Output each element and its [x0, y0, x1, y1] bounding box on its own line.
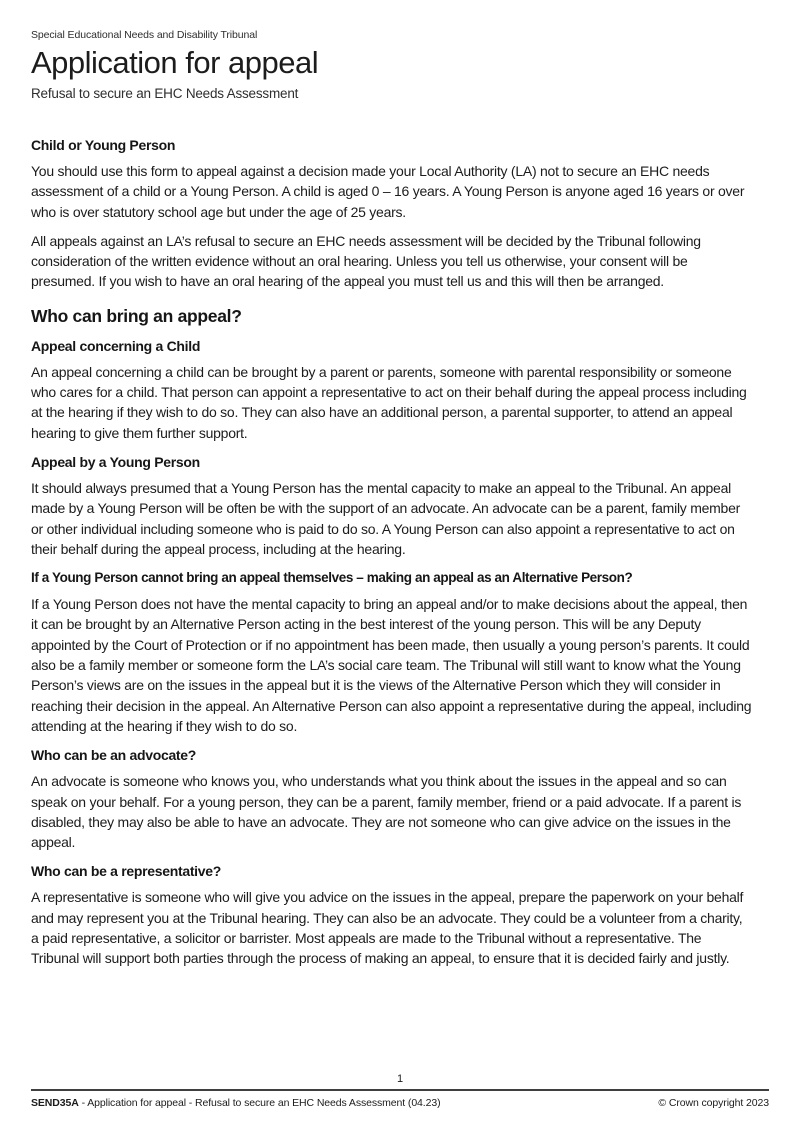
- heading-appeal-concerning-child: Appeal concerning a Child: [31, 337, 201, 354]
- paragraph-who-can-be-representative: A representative is someone who will give you advice on the issues in the appeal, prepare the paperwork on your behalf and may represent you at the Tribunal hearing. They can also be an advocate. They could be a volunteer from a charity, a paid representative, a solicitor or barrister. Most appeals are made to the Tribunal without a representative. The Tribunal will support both parties through the process of making an appeal, to ensure that it is decided fairly and justly.: [31, 889, 744, 967]
- form-title-text: - Application for appeal - Refusal to secure an EHC Needs Assessment (04.23): [78, 1097, 441, 1109]
- paragraph-appeal-by-young-person: It should always presumed that a Young Person has the mental capacity to make an appeal to the Tribunal. An appeal made by a Young Person will be often be with the support of an advocate. An advocate can be a parent, family member or other individual including someone who is paid to do so. A Young Person can also appoint a representative to act on their behalf during the appeal process, including at the hearing.: [31, 479, 741, 557]
- tribunal-label: Special Educational Needs and Disability Tribunal: [31, 29, 258, 41]
- heading-who-can-be-advocate: Who can be an advocate?: [31, 747, 197, 764]
- heading-who-can-bring-appeal: Who can bring an appeal?: [31, 305, 242, 326]
- form-code: SEND35A: [31, 1097, 79, 1109]
- heading-alternative-person: If a Young Person cannot bring an appeal themselves – making an appeal as an Alternative Person?: [31, 570, 633, 586]
- footer-row: [31, 1091, 769, 1110]
- page-footer: [31, 1072, 769, 1110]
- paragraph-appeal-concerning-child: An appeal concerning a child can be brought by a parent or parents, someone with parental responsibility or someone who cares for a child. That person can appoint a representative to act on their behalf during the appeal process including at the hearing if they wish to do so. They can also have an additional person, a parental supporter, to attend an appeal hearing to give them further support.: [31, 363, 747, 441]
- footer-form-reference: [31, 1096, 441, 1110]
- paragraph-form-purpose: You should use this form to appeal against a decision made your Local Authority (LA) not to secure an EHC needs assessment of a child or a Young Person. A child is aged 0 – 16 years. A Young Person is anyone aged 16 years or over who is over statutory school age but under the age of 25 years.: [31, 163, 745, 220]
- paragraph-appeals-decided: All appeals against an LA’s refusal to secure an EHC needs assessment will be decided by the Tribunal following consideration of the written evidence without an oral hearing. Unless you tell us otherwise, your consent will be presumed. If you wish to have an oral hearing of the appeal you must tell us and this will then be arranged.: [31, 232, 701, 290]
- heading-appeal-by-young-person: Appeal by a Young Person: [31, 453, 200, 470]
- page-subtitle: Refusal to secure an EHC Needs Assessment: [31, 86, 299, 101]
- paragraph-alternative-person: If a Young Person does not have the mental capacity to bring an appeal and/or to make decisions about the appeal, then it can be brought by an Alternative Person acting in the best interest of the young person. This will be any Deputy appointed by the Court of Protection or if no appointment has been made, then usually a young person’s parents. It could also be a family member or someone form the LA’s social care team. The Tribunal will still want to know what the Young Person’s views are on the issues in the appeal but it is the views of the Alternative Person which they will consider in reaching their decision in the appeal. An Alternative Person can also appoint a representative during the appeal, including attending at the hearing if they wish to do so.: [31, 596, 752, 734]
- page-number: 1: [396, 1073, 404, 1085]
- page-title: Application for appeal: [31, 45, 319, 80]
- heading-child-or-young-person: Child or Young Person: [31, 137, 176, 153]
- heading-who-can-be-representative: Who can be a representative?: [31, 863, 221, 880]
- paragraph-who-can-be-advocate: An advocate is someone who knows you, who understands what you think about the issues in the appeal and so can speak on your behalf. For a young person, they can be a parent, family member, friend or a paid advocate. If a parent is disabled, they may also be able to have an advocate. They are not someone who can give advice on the issues in the appeal.: [31, 773, 742, 851]
- copyright-notice: © Crown copyright 2023: [658, 1097, 769, 1109]
